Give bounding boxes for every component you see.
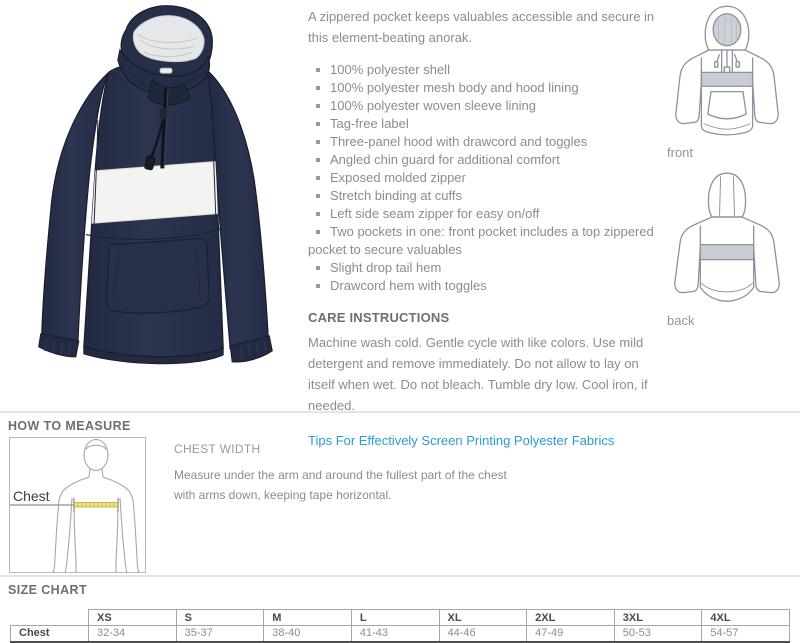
measure-body [9, 437, 526, 573]
chest-tape-line [74, 498, 118, 512]
how-to-measure-section [0, 413, 800, 577]
chest-size-value: 47-49 [527, 626, 615, 642]
measure-figure-illustration [10, 438, 146, 573]
size-header-cell: 2XL [527, 610, 615, 626]
size-header-cell: XL [439, 610, 527, 626]
chest-row-label: Chest [11, 626, 89, 642]
chest-size-value: 50-53 [614, 626, 702, 642]
chest-size-row [11, 626, 790, 642]
feature-item: Angled chin guard for additional comfort [308, 151, 666, 169]
size-chart-table [10, 609, 790, 643]
feature-item: 100% polyester mesh body and hood lining [308, 79, 666, 97]
product-photo [12, 0, 296, 406]
front-view-label: front [667, 144, 694, 160]
how-to-measure-heading: HOW TO MEASURE [8, 419, 131, 433]
size-header-blank-cell [11, 610, 89, 626]
care-instructions-heading: CARE INSTRUCTIONS [308, 310, 450, 325]
size-header-cell: XS [89, 610, 177, 626]
feature-item: Stretch binding at cuffs [308, 187, 666, 205]
back-view-label: back [667, 312, 695, 328]
feature-item: Drawcord hem with toggles [308, 277, 666, 295]
product-description [308, 0, 666, 450]
feature-item: Left side seam zipper for easy on/off [308, 205, 666, 223]
front-view-illustration [663, 2, 791, 143]
chest-size-value: 38-40 [264, 626, 352, 642]
feature-item: Exposed molded zipper [308, 169, 666, 187]
back-view-illustration [663, 170, 791, 311]
measure-diagram [9, 437, 146, 573]
size-chart-heading: SIZE CHART [8, 583, 87, 597]
product-photo-illustration [12, 0, 296, 406]
chest-diagram-label: Chest [13, 488, 50, 504]
size-header-row [11, 610, 790, 626]
chest-size-value: 41-43 [351, 626, 439, 642]
size-header-cell: M [264, 610, 352, 626]
size-header-cell: L [351, 610, 439, 626]
size-header-cell: 3XL [614, 610, 702, 626]
chest-size-value: 44-46 [439, 626, 527, 642]
feature-item: 100% polyester woven sleeve lining [308, 97, 666, 115]
chest-size-value: 54-57 [702, 626, 790, 642]
feature-list [308, 61, 666, 295]
product-views [663, 2, 797, 338]
feature-item: Slight drop tail hem [308, 259, 666, 277]
product-intro: A zippered pocket keeps valuables accessible and secure in this element-beating anorak. [308, 9, 655, 45]
care-instructions-text: Machine wash cold. Gentle cycle with like colors. Use mild detergent and remove immediately. Do not allow to lay on itself when wet. Do not bleach. Tumble dry low. Cool iron, if needed. [308, 335, 648, 413]
size-header-cell: 4XL [702, 610, 790, 626]
feature-item: Tag-free label [308, 115, 666, 133]
chest-width-heading: CHEST WIDTH [174, 442, 261, 456]
feature-item: 100% polyester shell [308, 61, 666, 79]
chest-size-value: 32-34 [89, 626, 177, 642]
feature-item: Two pockets in one: front pocket includes a top zippered pocket to secure valuables [308, 223, 666, 259]
size-chart-section [0, 577, 800, 643]
screen-printing-tips-link[interactable]: Tips For Effectively Screen Printing Polyester Fabrics [308, 433, 615, 448]
size-header-cell: S [176, 610, 264, 626]
chest-size-value: 35-37 [176, 626, 264, 642]
measure-info [174, 437, 526, 573]
chest-width-text: Measure under the arm and around the fullest part of the chest with arms down, keeping tape horizontal. [174, 468, 507, 502]
feature-item: Three-panel hood with drawcord and toggles [308, 133, 666, 151]
